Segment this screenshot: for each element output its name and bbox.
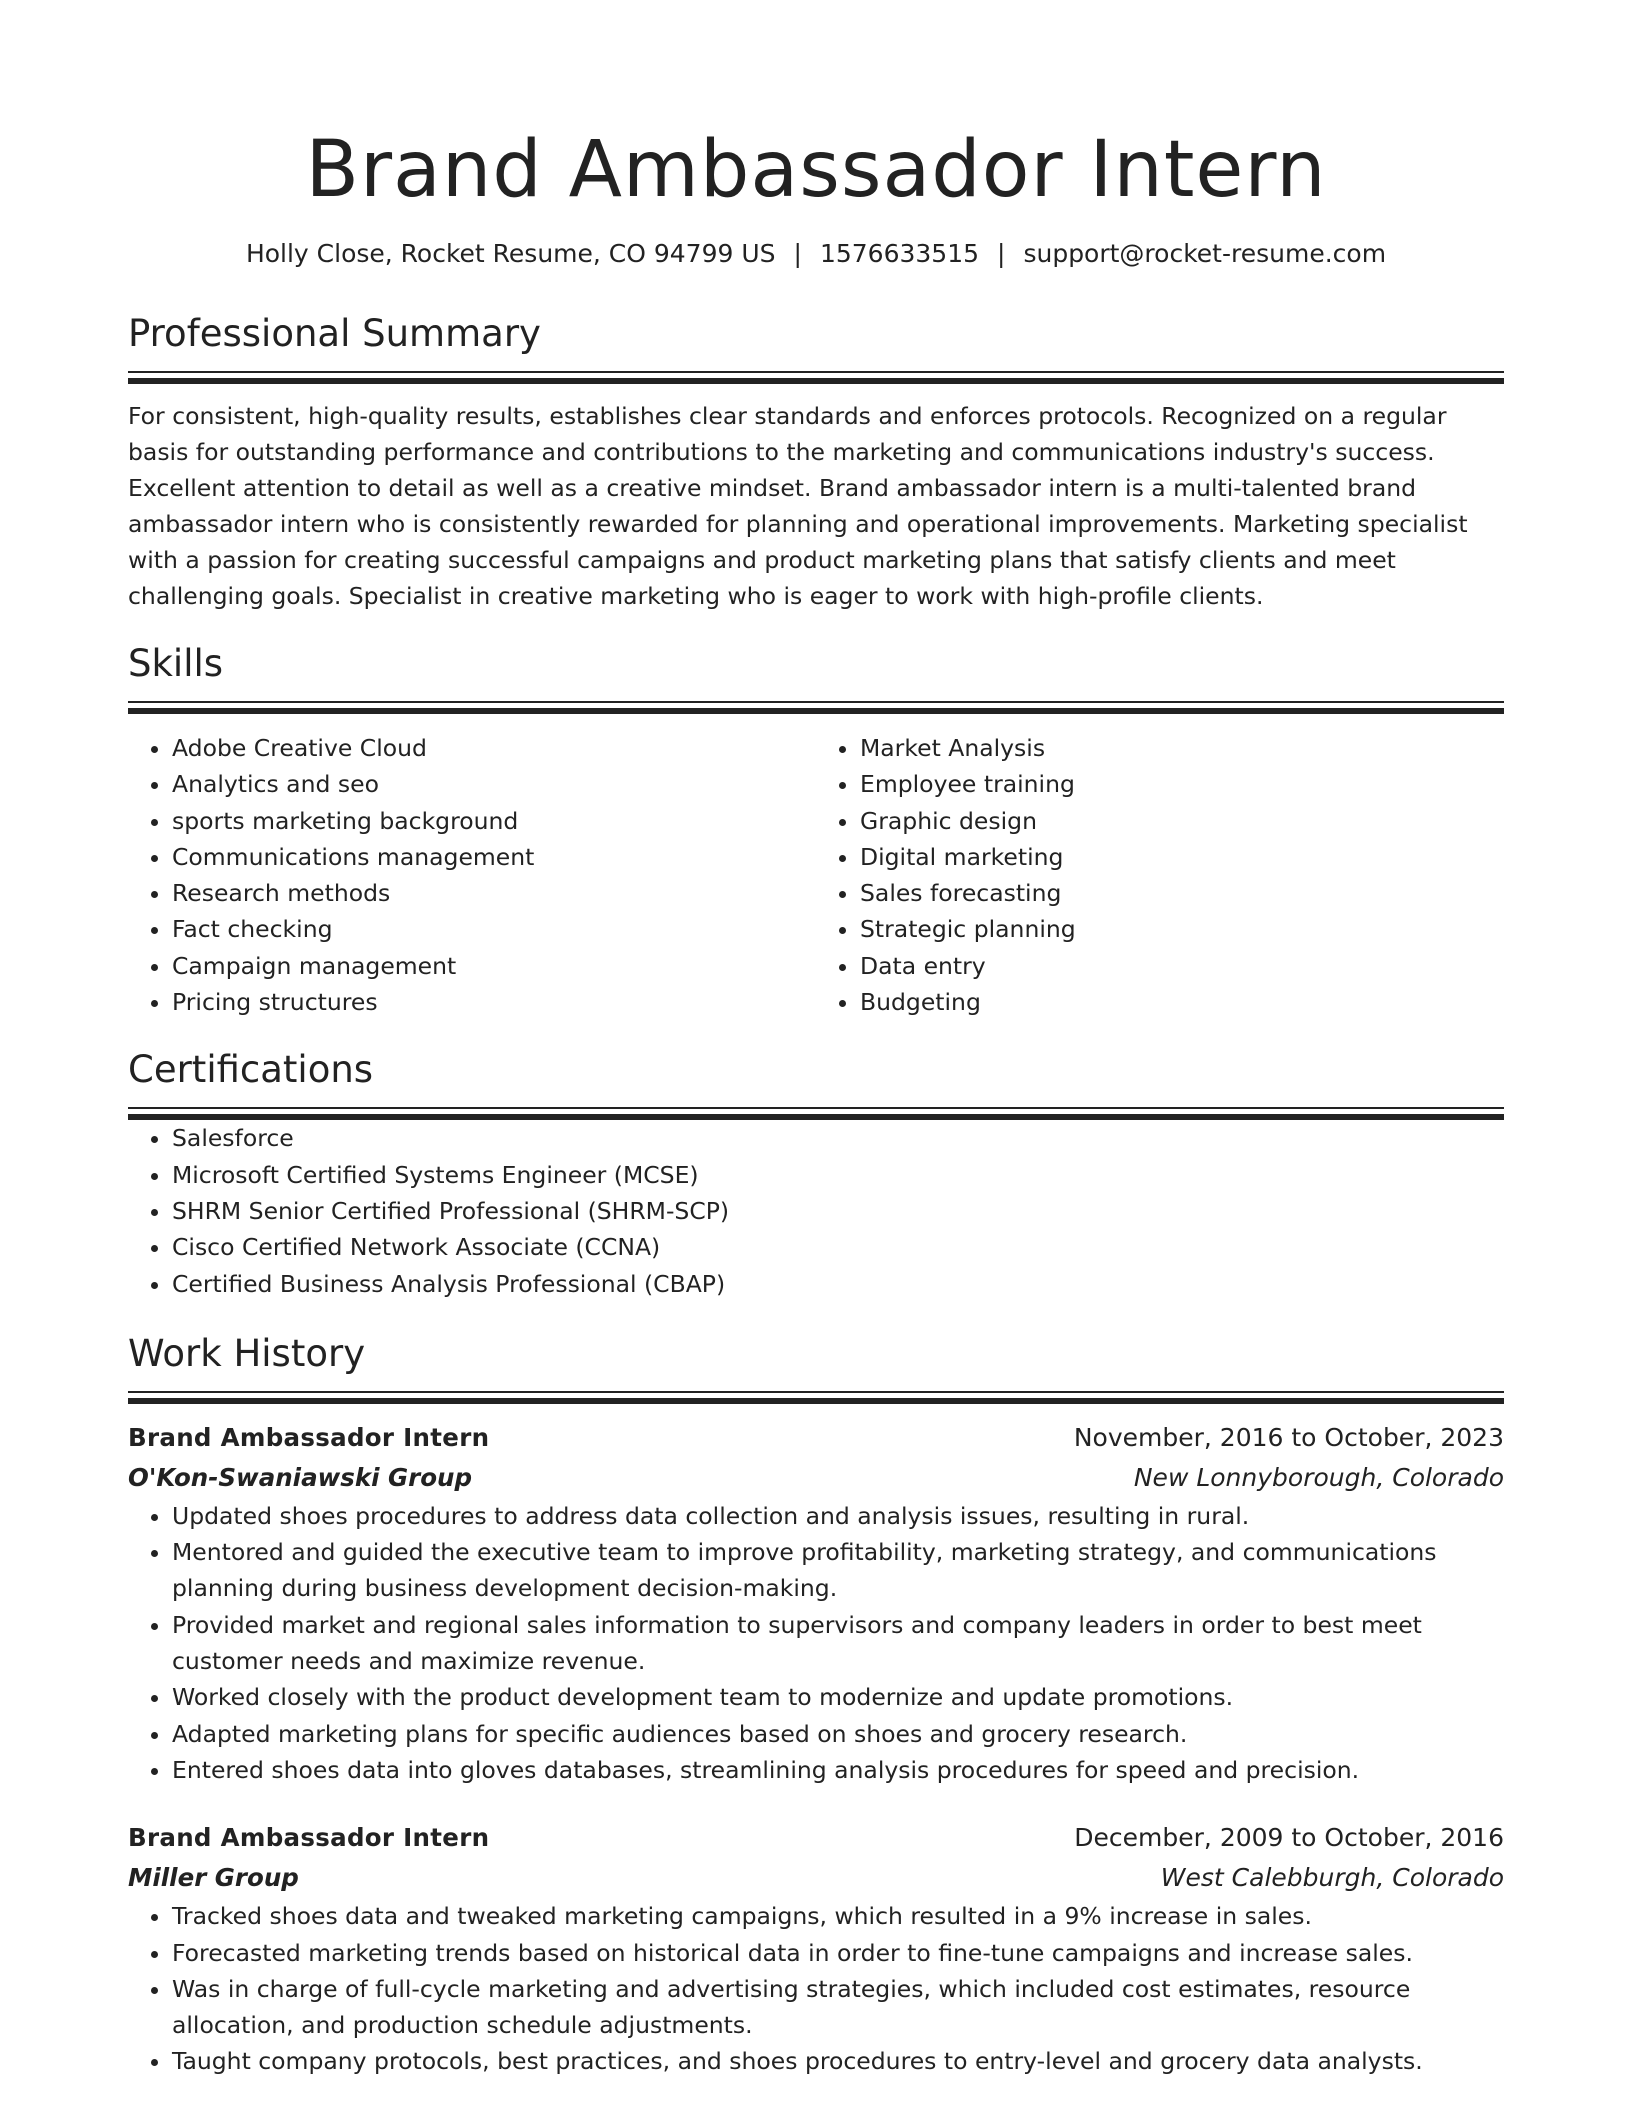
job-duty-item: • Taught company protocols, best practices, and shoes procedures to entry-level and grocery data analysts.: [172, 2043, 1504, 2079]
contact-email[interactable]: support@rocket-resume.com: [1023, 239, 1387, 268]
skill-item: • Pricing structures: [172, 984, 816, 1020]
section-heading-work-history: Work History: [128, 1331, 366, 1375]
certification-item: • Microsoft Certified Systems Engineer (MCSE): [172, 1157, 1504, 1193]
resume-title: Brand Ambassador Intern: [305, 125, 1327, 215]
section-divider: [128, 1391, 1504, 1404]
contact-address: Holly Close, Rocket Resume, CO 94799 US: [245, 239, 776, 268]
skill-item: • Fact checking: [172, 911, 816, 947]
skill-item: • Campaign management: [172, 948, 816, 984]
skill-item: • Research methods: [172, 875, 816, 911]
job-location: West Calebburgh, Colorado: [1160, 1863, 1504, 1893]
job-duties-list: [128, 1898, 1504, 2079]
job-header-row: [128, 1418, 1504, 1458]
skills-column-right: [816, 730, 1504, 1020]
job-duty-item: • Provided market and regional sales information to supervisors and company leaders in order to best meet customer needs and maximize revenue.: [172, 1607, 1504, 1680]
skill-item: • Strategic planning: [860, 911, 1504, 947]
contact-separator: |: [793, 239, 802, 268]
job-company: O'Kon-Swaniawski Group: [128, 1462, 473, 1492]
job-entry: [128, 1818, 1504, 2079]
skill-item: • Data entry: [860, 948, 1504, 984]
skill-item: • Analytics and seo: [172, 766, 816, 802]
skills-list-left: [128, 730, 816, 1020]
certifications-list: [128, 1120, 1504, 1301]
job-duties-list: [128, 1498, 1504, 1788]
contact-phone[interactable]: 1576633515: [819, 239, 980, 268]
job-duty-item: • Mentored and guided the executive team to improve profitability, marketing strategy, and communications planning during business development decision-making.: [172, 1534, 1504, 1607]
job-duty-item: • Worked closely with the product development team to modernize and update promotions.: [172, 1679, 1504, 1715]
certification-item: • SHRM Senior Certified Professional (SHRM-SCP): [172, 1193, 1504, 1229]
job-title: Brand Ambassador Intern: [128, 1823, 490, 1853]
job-dates: December, 2009 to October, 2016: [1074, 1823, 1504, 1853]
section-divider: [128, 701, 1504, 714]
skill-item: • Digital marketing: [860, 839, 1504, 875]
section-heading-skills: Skills: [128, 642, 224, 685]
section-heading-summary: Professional Summary: [128, 312, 541, 355]
contact-separator: |: [997, 239, 1006, 268]
section-heading-certifications: Certifications: [128, 1048, 374, 1092]
certification-item: • Cisco Certified Network Associate (CCNA): [172, 1229, 1504, 1265]
skill-item: • Sales forecasting: [860, 875, 1504, 911]
job-dates: November, 2016 to October, 2023: [1073, 1422, 1504, 1452]
job-duty-item: • Tracked shoes data and tweaked marketing campaigns, which resulted in a 9% increase in sales.: [172, 1898, 1504, 1934]
job-company-row: [128, 1858, 1504, 1898]
summary-text: For consistent, high-quality results, establishes clear standards and enforces protocols. Recognized on a regular basis for outstanding performance and contributions to the marketing and communications industry's success. Excellent attention to detail as well as a creative mindset. Brand ambassador intern is a multi-talented brand ambassador intern who is consistently rewarded for planning and operational improvements. Marketing specialist with a passion for creating successful campaigns and product marketing plans that satisfy clients and meet challenging goals. Specialist in creative marketing who is eager to work with high-profile clients.: [128, 402, 1468, 610]
section-divider: [128, 371, 1504, 384]
job-title: Brand Ambassador Intern: [128, 1422, 490, 1452]
section-divider: [128, 1107, 1504, 1120]
job-company-row: [128, 1458, 1504, 1498]
skill-item: • Communications management: [172, 839, 816, 875]
job-duty-item: • Entered shoes data into gloves databases, streamlining analysis procedures for speed and precision.: [172, 1752, 1504, 1788]
skills-column-left: [128, 730, 816, 1020]
job-company: Miller Group: [128, 1863, 299, 1893]
job-header-row: [128, 1818, 1504, 1858]
skills-grid: [128, 730, 1504, 1020]
job-entry: [128, 1418, 1504, 1788]
skill-item: • Employee training: [860, 766, 1504, 802]
job-duty-item: • Adapted marketing plans for specific audiences based on shoes and grocery research.: [172, 1716, 1504, 1752]
skill-item: • Market Analysis: [860, 730, 1504, 766]
work-history-section: [128, 1332, 1504, 2080]
job-duty-item: • Was in charge of full-cycle marketing and advertising strategies, which included cost estimates, resource allocation, and production schedule adjustments.: [172, 1971, 1504, 2044]
certifications-section: [128, 1048, 1504, 1301]
summary-section: [128, 312, 1504, 614]
skill-item: • Adobe Creative Cloud: [172, 730, 816, 766]
job-duty-item: • Forecasted marketing trends based on historical data in order to fine-tune campaigns and increase sales.: [172, 1935, 1504, 1971]
job-duty-item: • Updated shoes procedures to address data collection and analysis issues, resulting in rural.: [172, 1498, 1504, 1534]
certification-item: • Certified Business Analysis Professional (CBAP): [172, 1266, 1504, 1302]
skills-list-right: [816, 730, 1504, 1020]
skill-item: • sports marketing background: [172, 803, 816, 839]
certification-item: • Salesforce: [172, 1120, 1504, 1156]
skill-item: • Graphic design: [860, 803, 1504, 839]
job-location: New Lonnyborough, Colorado: [1133, 1462, 1504, 1492]
skills-section: [128, 642, 1504, 1020]
skill-item: • Budgeting: [860, 984, 1504, 1020]
contact-line: [128, 238, 1504, 270]
